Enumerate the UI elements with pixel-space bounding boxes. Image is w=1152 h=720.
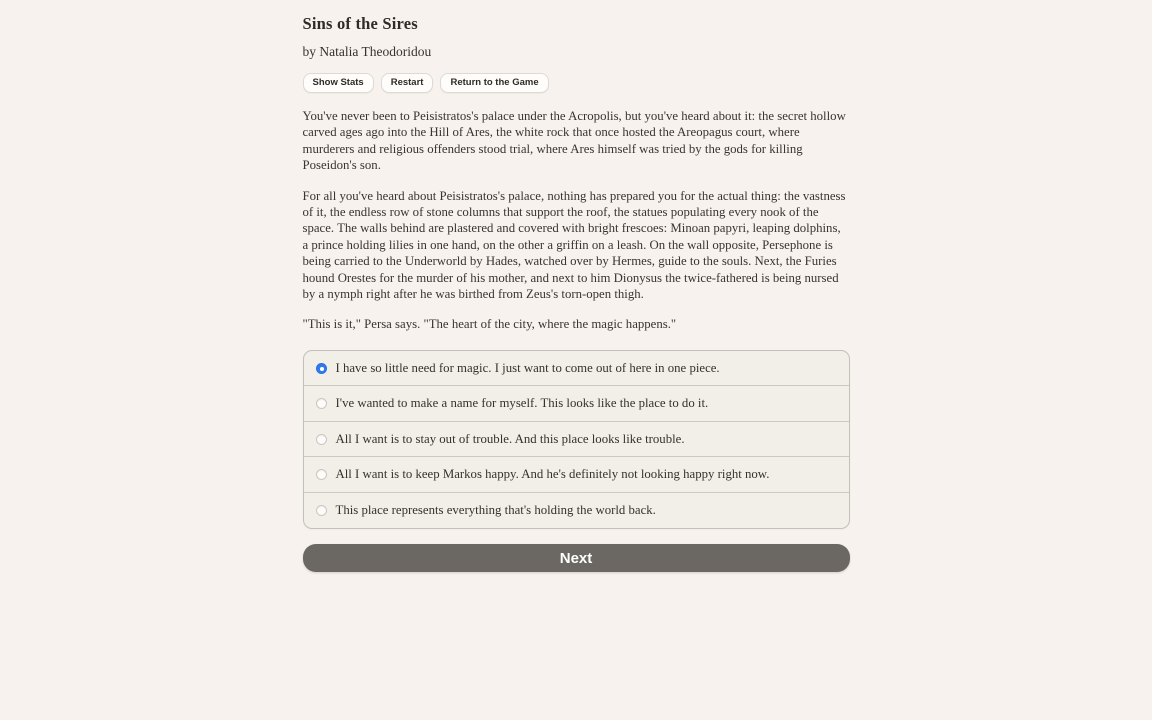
show-stats-button[interactable]: Show Stats xyxy=(303,73,374,93)
story-paragraph-1: You've never been to Peisistratos's palace under the Acropolis, but you've heard about it: the secret hollow carved ages ago into the Hill of Ares, the white rock that once hosted the Areopagus court, where murderers and religious offenders stood trial, where Ares himself was tried by the gods for killing Poseidon's son. xyxy=(302,109,846,173)
game-column xyxy=(303,0,850,572)
choice-label: I have so little need for magic. I just want to come out of here in one piece. xyxy=(335,360,720,375)
choice-label: All I want is to stay out of trouble. And this place looks like trouble. xyxy=(335,431,685,446)
choice-label: This place represents everything that's holding the world back. xyxy=(335,503,656,518)
radio-button[interactable] xyxy=(316,398,327,409)
radio-button[interactable] xyxy=(316,363,327,374)
author-byline: by Natalia Theodoridou xyxy=(302,44,432,59)
radio-button[interactable] xyxy=(316,434,327,445)
choice-label: I've wanted to make a name for myself. This looks like the place to do it. xyxy=(335,396,709,411)
next-button[interactable]: Next xyxy=(303,544,850,572)
radio-button[interactable] xyxy=(316,469,327,480)
choice-option-4[interactable] xyxy=(304,457,849,493)
choice-list xyxy=(303,350,850,530)
story-paragraph-2: For all you've heard about Peisistratos's palace, nothing has prepared you for the actual thing: the vastness of it, the endless row of stone columns that support the roof, the statues populating every nook of the space. The walls behind are plastered and covered with bright frescoes: Minoan papyri, leaping dolphins, a prince holding lilies in one hand, on the other a griffin on a leash. On the wall opposite, Persephone is being carried to the Underworld by Hades, watched over by Hermes, guide to the souls. Next, the Furies hound Orestes for the murder of his mother, and next to him Dionysus the twice-fathered is being nursed by a nymph right after he was birthed from Zeus's torn-open thigh. xyxy=(302,188,846,302)
choice-option-3[interactable] xyxy=(304,422,849,458)
restart-button[interactable]: Restart xyxy=(381,73,434,93)
choice-option-2[interactable] xyxy=(304,386,849,422)
return-to-game-button[interactable]: Return to the Game xyxy=(440,73,548,93)
choice-label: All I want is to keep Markos happy. And he's definitely not looking happy right now. xyxy=(335,467,770,482)
radio-button[interactable] xyxy=(316,505,327,516)
page-title: Sins of the Sires xyxy=(302,14,418,33)
choice-option-5[interactable] xyxy=(304,493,849,529)
story-paragraph-3: "This is it," Persa says. "The heart of the city, where the magic happens." xyxy=(302,317,677,332)
toolbar xyxy=(303,73,850,93)
choice-option-1[interactable] xyxy=(304,351,849,387)
